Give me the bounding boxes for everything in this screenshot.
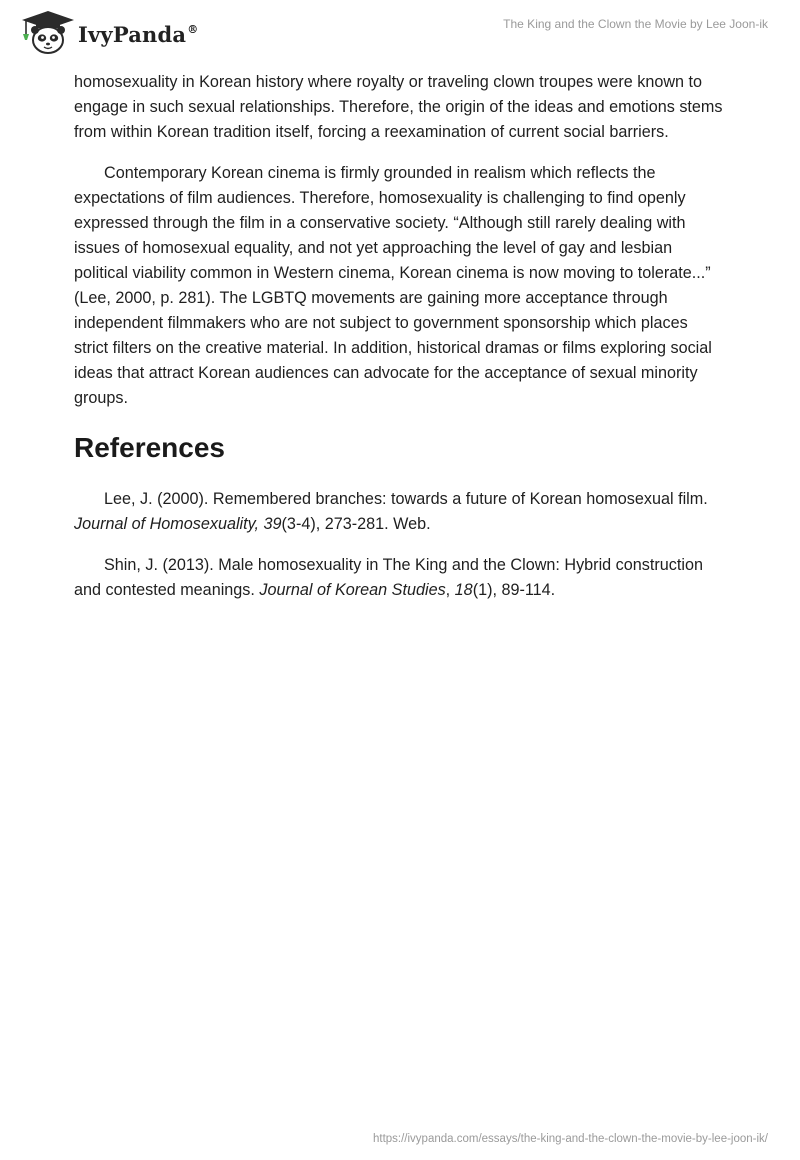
- reference-entry: [74, 553, 726, 603]
- registered-mark: ®: [187, 22, 199, 36]
- journal-title: Journal of Homosexuality, 39: [74, 515, 282, 533]
- reference-text: ,: [445, 581, 455, 599]
- reference-text: (1), 89-114.: [472, 581, 556, 599]
- reference-text: Shin, J. (2013). Male homosexuality in The King and the Clown: Hybrid construction and contested meanings.: [74, 556, 703, 599]
- reference-entry: [74, 487, 726, 537]
- ivypanda-logo[interactable]: [14, 8, 198, 56]
- journal-title: Journal of Korean Studies: [259, 581, 446, 599]
- panda-graduate-icon: [14, 8, 76, 56]
- logo-wordmark: IvyPanda®: [78, 21, 199, 47]
- body-paragraph: homosexuality in Korean history where royalty or traveling clown troupes were known to engage in such sexual relationships. Therefore, the origin of the ideas and emotions stems from within Korean tradition itself, forcing a reexamination of current social barriers.: [74, 73, 723, 141]
- journal-volume: 18: [454, 581, 473, 599]
- source-url[interactable]: https://ivypanda.com/essays/the-king-and-the-clown-the-movie-by-lee-joon-ik/: [372, 1133, 768, 1145]
- reference-text: Lee, J. (2000). Remembered branches: towards a future of Korean homosexual film.: [104, 490, 708, 508]
- reference-text: (3-4), 273-281. Web.: [281, 515, 431, 533]
- essay-content: [74, 70, 726, 619]
- running-title: The King and the Clown the Movie by Lee Joon-ik: [503, 17, 768, 31]
- body-paragraph: Contemporary Korean cinema is firmly grounded in realism which reflects the expectations of film audiences. Therefore, homosexuality is challenging to find openly expressed through the film in a conservative society. “Although still rarely dealing with issues of homosexual equality, and not yet approaching the level of gay and lesbian political viability common in Western cinema, Korean cinema is now moving to tolerate...” (Lee, 2000, p. 281). The LGBTQ movements are gaining more acceptance through independent filmmakers who are not subject to government sponsorship which places strict filters on the creative material. In addition, historical dramas or films exploring social ideas that attract Korean audiences can advocate for the acceptance of sexual minority groups.: [74, 164, 712, 407]
- references-heading: References: [74, 432, 225, 463]
